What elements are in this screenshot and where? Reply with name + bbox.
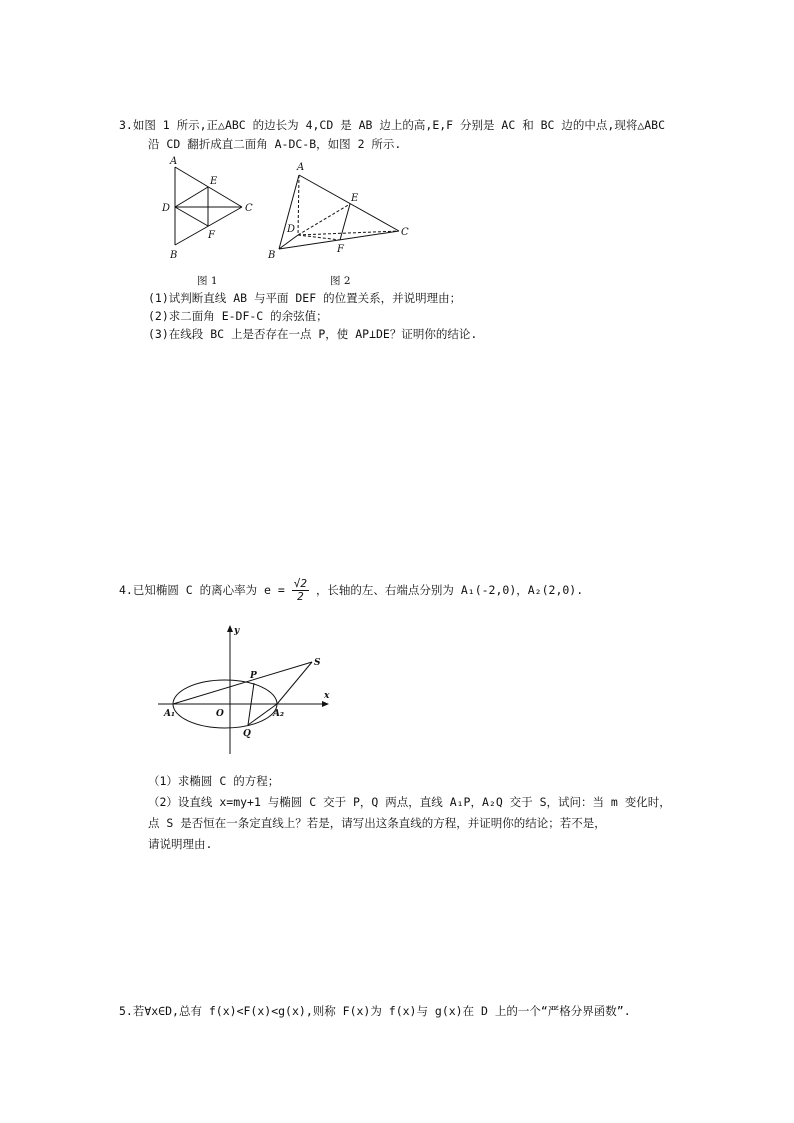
q3-sub2: (2)求二面角 E-DF-C 的余弦值； [148, 309, 328, 323]
fig2-label-e: E [351, 193, 359, 204]
label-a1: A₁ [164, 709, 175, 719]
q4-prefix: 4.已知椭圆 C 的离心率为 e = [119, 583, 285, 597]
q4-suffix: ，长轴的左、右端点分别为 A₁(-2,0)，A₂(2,0). [315, 583, 584, 597]
fig1-label-b: B [170, 250, 178, 261]
q3-sub3: (3)在线段 BC 上是否存在一点 P，使 AP⊥DE？证明你的结论. [148, 327, 478, 341]
fig1-label-c: C [245, 203, 253, 214]
fig1-label-d: D [162, 203, 171, 214]
fraction-numerator: √2 [293, 577, 307, 590]
q4-sub2-line2: 点 S 是否恒在一条定直线上？若是，请写出这条直线的方程，并证明你的结论；若不是， [148, 816, 606, 830]
q3-statement-line1: 3.如图 1 所示,正△ABC 的边长为 4,CD 是 AB 边上的高,E,F 分别是 AC 和 BC 边的中点,现将△ABC [119, 118, 666, 132]
q4-sub2-line1: （2）设直线 x=my+1 与椭圆 C 交于 P，Q 两点，直线 A₁P，A₂Q 交于 S，试问：当 m 变化时， [148, 795, 671, 809]
q3-figure-1 [158, 154, 258, 264]
q4-statement [119, 575, 583, 605]
q4-sub1: （1）求椭圆 C 的方程； [148, 774, 280, 788]
fig2-label-c: C [401, 227, 409, 238]
label-a2: A₂ [273, 709, 284, 719]
fraction-denominator: 2 [297, 590, 304, 603]
q4-sub2-line3: 请说明理由. [148, 837, 213, 851]
x-axis-arrow-icon [322, 701, 329, 707]
y-axis-arrow-icon [227, 625, 233, 632]
fig2-label-f: F [337, 244, 344, 255]
q5-statement: 5.若∀x∈D,总有 f(x)<F(x)<g(x),则称 F(x)为 f(x)与 g(x)在 D 上的一个“严格分界函数”. [119, 1004, 631, 1018]
eccentricity-fraction [292, 578, 309, 603]
label-o: O [216, 709, 224, 719]
label-p: P [250, 671, 257, 681]
fig1-label-a: A [170, 156, 178, 167]
q3-figure-2 [262, 160, 412, 265]
q4-ellipse-figure [150, 622, 340, 757]
fig1-label-f: F [208, 230, 215, 241]
label-x: x [324, 691, 330, 701]
fig1-label-e: E [210, 176, 218, 187]
label-y: y [234, 626, 240, 636]
q3-figure-1-caption: 图 1 [197, 275, 218, 287]
q3-figure-2-caption: 图 2 [330, 275, 351, 287]
fig2-label-b: B [268, 250, 276, 261]
q3-statement-line2: 沿 CD 翻折成直二面角 A-DC-B，如图 2 所示. [148, 137, 402, 151]
label-q: Q [243, 729, 251, 739]
q3-sub1: (1)试判断直线 AB 与平面 DEF 的位置关系，并说明理由； [148, 291, 462, 305]
fig2-label-a: A [297, 162, 305, 173]
fig2-label-d: D [287, 224, 296, 235]
label-s: S [314, 658, 321, 668]
